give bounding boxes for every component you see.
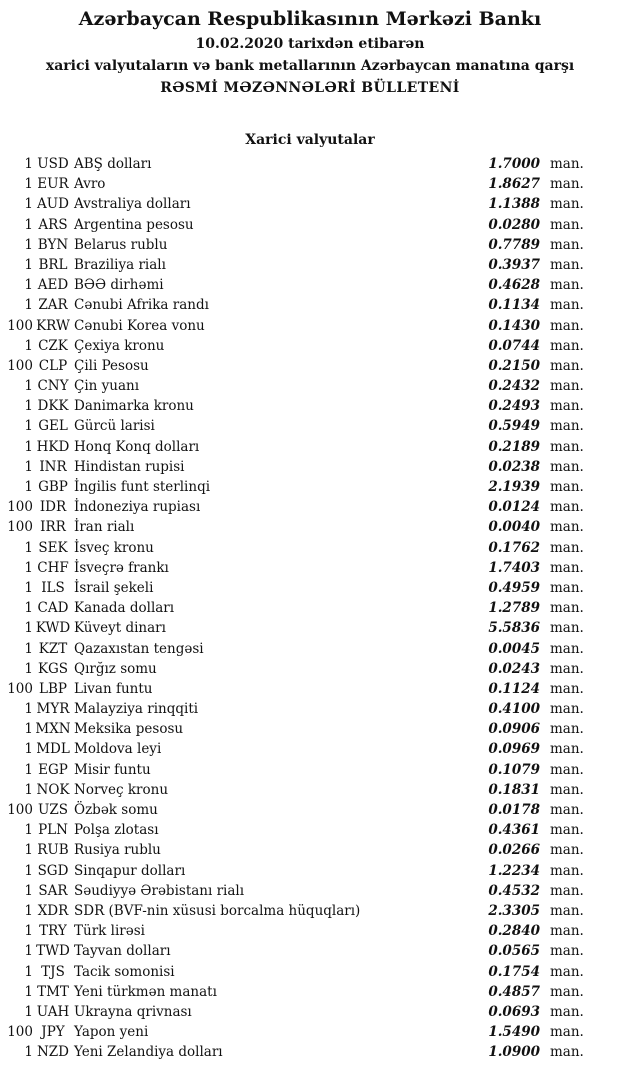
currency-code-cell: IRR — [40, 519, 66, 536]
currency-code-cell: JPY — [41, 1024, 65, 1041]
rate-value-cell: 0.1754 — [488, 963, 540, 980]
quantity-cell: 1 — [24, 660, 33, 677]
quantity-cell: 1 — [24, 216, 33, 233]
currency-code-cell: CLP — [38, 357, 68, 374]
currency-code-cell: DKK — [37, 398, 69, 415]
table-row — [0, 861, 620, 881]
currency-code-cell: MDL — [36, 741, 70, 758]
quantity-cell: 1 — [24, 337, 33, 354]
currency-name-cell: Yapon yeni — [74, 1024, 149, 1041]
unit-label-cell: man. — [550, 176, 584, 193]
currency-code-cell: ILS — [41, 579, 65, 596]
table-row — [0, 1022, 620, 1042]
table-row — [0, 275, 620, 295]
effective-date-line: 10.02.2020 tarixdən etibarən — [195, 36, 425, 52]
currency-code-cell: SEK — [38, 539, 68, 556]
currency-name-cell: Hindistan rupisi — [74, 458, 185, 475]
unit-label-cell: man. — [550, 1044, 584, 1061]
table-row — [0, 941, 620, 961]
quantity-cell: 100 — [7, 519, 33, 536]
currency-code-cell: TWD — [36, 943, 70, 960]
quantity-cell: 1 — [24, 156, 33, 172]
quantity-cell: 1 — [24, 196, 33, 213]
currency-name-cell: Cənubi Korea vonu — [74, 317, 205, 334]
currency-code-cell: GBP — [38, 479, 68, 495]
currency-name-cell: Norveç kronu — [74, 781, 169, 798]
currency-name-cell: Çexiya kronu — [74, 337, 165, 354]
currency-code-cell: ZAR — [38, 297, 68, 314]
quantity-cell: 1 — [24, 539, 33, 556]
table-row — [0, 679, 620, 699]
currency-name-cell: Rusiya rublu — [74, 842, 161, 859]
currency-name-cell: Çin yuanı — [74, 378, 140, 395]
rate-value-cell: 0.2493 — [488, 398, 540, 415]
unit-label-cell: man. — [550, 156, 584, 172]
rate-value-cell: 0.2150 — [488, 357, 540, 374]
table-row — [0, 639, 620, 659]
quantity-cell: 1 — [24, 479, 33, 495]
table-row — [0, 356, 620, 376]
quantity-cell: 1 — [24, 943, 33, 960]
unit-label-cell: man. — [550, 236, 584, 253]
currency-code-cell: NOK — [36, 781, 70, 798]
rate-value-cell: 1.8627 — [488, 176, 540, 193]
quantity-cell: 1 — [24, 438, 33, 455]
unit-label-cell: man. — [550, 216, 584, 233]
currency-name-cell: Belarus rublu — [74, 236, 168, 253]
table-row — [0, 659, 620, 679]
rate-value-cell: 0.4959 — [488, 579, 540, 596]
rate-value-cell: 0.0124 — [488, 499, 540, 516]
currency-name-cell: Tacik somonisi — [74, 963, 175, 980]
table-row — [0, 800, 620, 820]
currency-name-cell: Avro — [74, 176, 106, 193]
currency-code-cell: EUR — [37, 176, 69, 193]
rate-value-cell: 0.0280 — [488, 216, 540, 233]
rate-value-cell: 0.2189 — [488, 438, 540, 455]
unit-label-cell: man. — [550, 539, 584, 556]
currency-name-cell: Honq Konq dolları — [74, 438, 200, 455]
currency-name-cell: Küveyt dinarı — [74, 620, 166, 637]
currency-name-cell: Misir funtu — [74, 761, 151, 778]
quantity-cell: 1 — [24, 761, 33, 778]
rate-value-cell: 1.2234 — [488, 862, 540, 879]
quantity-cell: 1 — [24, 256, 33, 273]
currency-code-cell: SGD — [37, 862, 69, 879]
rate-value-cell: 0.4532 — [488, 882, 540, 899]
bulletin-title: RƏSMİ MƏZƏNNƏLƏRİ BÜLLETENİ — [160, 80, 460, 96]
table-row — [0, 1042, 620, 1062]
unit-label-cell: man. — [550, 479, 584, 495]
unit-label-cell: man. — [550, 579, 584, 596]
quantity-cell: 1 — [24, 822, 33, 839]
currency-code-cell: MXN — [35, 721, 71, 738]
unit-label-cell: man. — [550, 822, 584, 839]
table-row — [0, 396, 620, 416]
quantity-cell: 1 — [24, 923, 33, 940]
unit-label-cell: man. — [550, 660, 584, 677]
rate-value-cell: 0.0266 — [488, 842, 540, 859]
unit-label-cell: man. — [550, 418, 584, 435]
currency-code-cell: TRY — [39, 923, 67, 940]
rate-value-cell: 0.4100 — [488, 701, 540, 718]
currency-name-cell: İsveç kronu — [74, 539, 154, 556]
unit-label-cell: man. — [550, 196, 584, 213]
table-row — [0, 174, 620, 194]
unit-label-cell: man. — [550, 862, 584, 879]
currency-code-cell: UAH — [36, 1003, 70, 1020]
table-row — [0, 295, 620, 315]
exchange-rates-table — [0, 154, 620, 1062]
quantity-cell: 1 — [24, 600, 33, 617]
unit-label-cell: man. — [550, 781, 584, 798]
table-row — [0, 194, 620, 214]
quantity-cell: 1 — [24, 620, 33, 637]
rate-value-cell: 0.0243 — [488, 660, 540, 677]
currency-name-cell: Kanada dolları — [74, 600, 175, 617]
rate-value-cell: 1.7403 — [488, 559, 540, 576]
currency-code-cell: MYR — [36, 701, 70, 718]
unit-label-cell: man. — [550, 902, 584, 919]
currency-code-cell: KZT — [38, 640, 68, 657]
rate-value-cell: 1.2789 — [488, 600, 540, 617]
currency-name-cell: SDR (BVF-nin xüsusi borcalma hüquqları) — [74, 902, 361, 919]
table-row — [0, 901, 620, 921]
quantity-cell: 1 — [24, 1044, 33, 1061]
currency-code-cell: KGS — [37, 660, 69, 677]
currency-name-cell: Cənubi Afrika randı — [74, 297, 209, 314]
quantity-cell: 100 — [7, 357, 33, 374]
unit-label-cell: man. — [550, 640, 584, 657]
rate-value-cell: 0.1430 — [488, 317, 540, 334]
currency-name-cell: Polşa zlotası — [74, 822, 159, 839]
quantity-cell: 1 — [24, 418, 33, 435]
rate-value-cell: 1.0900 — [488, 1044, 540, 1061]
unit-label-cell: man. — [550, 357, 584, 374]
unit-label-cell: man. — [550, 317, 584, 334]
quantity-cell: 1 — [24, 882, 33, 899]
unit-label-cell: man. — [550, 438, 584, 455]
currency-name-cell: Səudiyyə Ərəbistanı rialı — [74, 882, 245, 899]
table-row — [0, 477, 620, 497]
unit-label-cell: man. — [550, 923, 584, 940]
unit-label-cell: man. — [550, 1003, 584, 1020]
quantity-cell: 1 — [24, 640, 33, 657]
quantity-cell: 100 — [7, 802, 33, 818]
quantity-cell: 1 — [24, 398, 33, 415]
currency-code-cell: HKD — [36, 438, 70, 455]
quantity-cell: 1 — [24, 842, 33, 859]
currency-code-cell: USD — [37, 156, 69, 172]
currency-name-cell: Yeni Zelandiya dolları — [74, 1044, 223, 1061]
quantity-cell: 1 — [24, 781, 33, 798]
currency-name-cell: Tayvan dolları — [74, 943, 171, 960]
currency-name-cell: Türk lirəsi — [74, 923, 145, 940]
table-row — [0, 558, 620, 578]
rate-value-cell: 0.0178 — [488, 802, 540, 818]
currency-name-cell: Danimarka kronu — [74, 398, 194, 415]
quantity-cell: 1 — [24, 559, 33, 576]
quantity-cell: 1 — [24, 701, 33, 718]
quantity-cell: 1 — [24, 862, 33, 879]
currency-code-cell: CHF — [37, 559, 69, 576]
currency-code-cell: RUB — [37, 842, 69, 859]
unit-label-cell: man. — [550, 297, 584, 314]
table-row — [0, 982, 620, 1002]
currency-name-cell: İngilis funt sterlinqi — [74, 479, 211, 495]
rate-value-cell: 0.1079 — [488, 761, 540, 778]
unit-label-cell: man. — [550, 963, 584, 980]
rate-value-cell: 0.0906 — [488, 721, 540, 738]
rate-value-cell: 0.0238 — [488, 458, 540, 475]
table-row — [0, 699, 620, 719]
table-row — [0, 719, 620, 739]
currency-name-cell: BƏƏ dirhəmi — [74, 277, 164, 294]
unit-label-cell: man. — [550, 600, 584, 617]
currency-name-cell: Çili Pesosu — [74, 357, 149, 374]
table-row — [0, 235, 620, 255]
table-row — [0, 962, 620, 982]
rate-value-cell: 0.0565 — [488, 943, 540, 960]
rate-value-cell: 0.4857 — [488, 983, 540, 1000]
currency-name-cell: Qırğız somu — [74, 660, 157, 677]
section-title-foreign-currencies: Xarici valyutalar — [245, 132, 375, 148]
table-row — [0, 437, 620, 457]
rate-value-cell: 1.1388 — [488, 196, 540, 213]
rate-value-cell: 0.3937 — [488, 256, 540, 273]
currency-name-cell: ABŞ dolları — [74, 156, 152, 172]
bulletin-header — [0, 0, 620, 99]
table-row — [0, 154, 620, 174]
quantity-cell: 1 — [24, 983, 33, 1000]
unit-label-cell: man. — [550, 559, 584, 576]
currency-code-cell: LBP — [39, 680, 67, 697]
table-row — [0, 840, 620, 860]
quantity-cell: 1 — [24, 963, 33, 980]
rate-value-cell: 0.0040 — [488, 519, 540, 536]
table-row — [0, 780, 620, 800]
rate-value-cell: 0.0969 — [488, 741, 540, 758]
quantity-cell: 1 — [24, 378, 33, 395]
unit-label-cell: man. — [550, 277, 584, 294]
currency-code-cell: CAD — [37, 600, 69, 617]
unit-label-cell: man. — [550, 398, 584, 415]
bank-name: Azərbaycan Respublikasının Mərkəzi Bankı — [78, 8, 542, 30]
rate-value-cell: 0.1762 — [488, 539, 540, 556]
currency-name-cell: Moldova leyi — [74, 741, 162, 758]
currency-name-cell: Argentina pesosu — [74, 216, 194, 233]
unit-label-cell: man. — [550, 761, 584, 778]
table-row — [0, 921, 620, 941]
unit-label-cell: man. — [550, 378, 584, 395]
quantity-cell: 1 — [24, 236, 33, 253]
currency-code-cell: XDR — [37, 902, 69, 919]
subject-line: xarici valyutaların və bank metallarının Azərbaycan manatına qarşı — [45, 58, 575, 74]
currency-code-cell: ARS — [38, 216, 68, 233]
unit-label-cell: man. — [550, 882, 584, 899]
quantity-cell: 1 — [24, 297, 33, 314]
unit-label-cell: man. — [550, 842, 584, 859]
quantity-cell: 100 — [7, 317, 33, 334]
table-row — [0, 598, 620, 618]
currency-name-cell: Yeni türkmən manatı — [74, 983, 217, 1000]
unit-label-cell: man. — [550, 519, 584, 536]
quantity-cell: 100 — [7, 680, 33, 697]
quantity-cell: 1 — [24, 458, 33, 475]
rate-value-cell: 0.1124 — [488, 680, 540, 697]
currency-code-cell: UZS — [37, 802, 68, 818]
table-row — [0, 255, 620, 275]
currency-name-cell: İndoneziya rupiası — [74, 499, 201, 516]
currency-code-cell: TJS — [41, 963, 65, 980]
currency-name-cell: Sinqapur dolları — [74, 862, 186, 879]
table-row — [0, 457, 620, 477]
currency-code-cell: TMT — [37, 983, 69, 1000]
unit-label-cell: man. — [550, 721, 584, 738]
currency-code-cell: CNY — [37, 378, 69, 395]
unit-label-cell: man. — [550, 802, 584, 818]
table-row — [0, 820, 620, 840]
rate-value-cell: 0.1134 — [488, 297, 540, 314]
rate-value-cell: 0.2840 — [488, 923, 540, 940]
rate-value-cell: 1.7000 — [488, 156, 540, 172]
currency-name-cell: Özbək somu — [74, 802, 158, 818]
currency-name-cell: Gürcü larisi — [74, 418, 155, 435]
currency-code-cell: INR — [39, 458, 67, 475]
currency-name-cell: İran rialı — [74, 519, 135, 536]
currency-name-cell: Avstraliya dolları — [74, 196, 191, 213]
currency-name-cell: Livan funtu — [74, 680, 153, 697]
quantity-cell: 100 — [7, 1024, 33, 1041]
currency-code-cell: CZK — [38, 337, 68, 354]
unit-label-cell: man. — [550, 983, 584, 1000]
currency-code-cell: EGP — [38, 761, 68, 778]
table-row — [0, 517, 620, 537]
rate-value-cell: 2.1939 — [488, 479, 540, 495]
unit-label-cell: man. — [550, 337, 584, 354]
quantity-cell: 1 — [24, 277, 33, 294]
unit-label-cell: man. — [550, 1024, 584, 1041]
currency-code-cell: KRW — [36, 317, 70, 334]
unit-label-cell: man. — [550, 256, 584, 273]
rate-value-cell: 5.5836 — [488, 620, 540, 637]
quantity-cell: 100 — [7, 499, 33, 516]
currency-name-cell: İsrail şekeli — [74, 579, 154, 596]
rate-value-cell: 0.4361 — [488, 822, 540, 839]
table-row — [0, 739, 620, 759]
rate-value-cell: 1.5490 — [488, 1024, 540, 1041]
quantity-cell: 1 — [24, 902, 33, 919]
currency-code-cell: BYN — [37, 236, 69, 253]
unit-label-cell: man. — [550, 620, 584, 637]
rate-value-cell: 0.1831 — [488, 781, 540, 798]
table-row — [0, 1002, 620, 1022]
table-row — [0, 316, 620, 336]
rate-value-cell: 0.7789 — [488, 236, 540, 253]
currency-code-cell: AED — [37, 277, 69, 294]
currency-code-cell: AUD — [37, 196, 69, 213]
table-row — [0, 578, 620, 598]
table-row — [0, 215, 620, 235]
rate-value-cell: 2.3305 — [488, 902, 540, 919]
table-row — [0, 416, 620, 436]
unit-label-cell: man. — [550, 741, 584, 758]
rate-value-cell: 0.0693 — [488, 1003, 540, 1020]
unit-label-cell: man. — [550, 701, 584, 718]
currency-code-cell: IDR — [39, 499, 67, 516]
currency-name-cell: Ukrayna qrivnası — [74, 1003, 192, 1020]
table-row — [0, 618, 620, 638]
rate-value-cell: 0.2432 — [488, 378, 540, 395]
currency-code-cell: BRL — [38, 256, 68, 273]
table-row — [0, 497, 620, 517]
currency-name-cell: İsveçrə frankı — [74, 559, 169, 576]
currency-name-cell: Malayziya rinqqiti — [74, 701, 199, 718]
currency-name-cell: Braziliya rialı — [74, 256, 166, 273]
quantity-cell: 1 — [24, 741, 33, 758]
rate-value-cell: 0.0744 — [488, 337, 540, 354]
quantity-cell: 1 — [24, 176, 33, 193]
table-row — [0, 336, 620, 356]
currency-code-cell: NZD — [36, 1044, 70, 1061]
table-row — [0, 538, 620, 558]
currency-code-cell: KWD — [35, 620, 71, 637]
currency-name-cell: Qazaxıstan tengəsi — [74, 640, 204, 657]
currency-code-cell: GEL — [38, 418, 68, 435]
table-row — [0, 881, 620, 901]
rate-value-cell: 0.5949 — [488, 418, 540, 435]
quantity-cell: 1 — [24, 721, 33, 738]
rate-value-cell: 0.0045 — [488, 640, 540, 657]
unit-label-cell: man. — [550, 458, 584, 475]
quantity-cell: 1 — [24, 579, 33, 596]
currency-code-cell: PLN — [38, 822, 68, 839]
unit-label-cell: man. — [550, 680, 584, 697]
table-row — [0, 760, 620, 780]
currency-code-cell: SAR — [38, 882, 68, 899]
unit-label-cell: man. — [550, 499, 584, 516]
quantity-cell: 1 — [24, 1003, 33, 1020]
rate-value-cell: 0.4628 — [488, 277, 540, 294]
unit-label-cell: man. — [550, 943, 584, 960]
currency-name-cell: Meksika pesosu — [74, 721, 184, 738]
table-row — [0, 376, 620, 396]
